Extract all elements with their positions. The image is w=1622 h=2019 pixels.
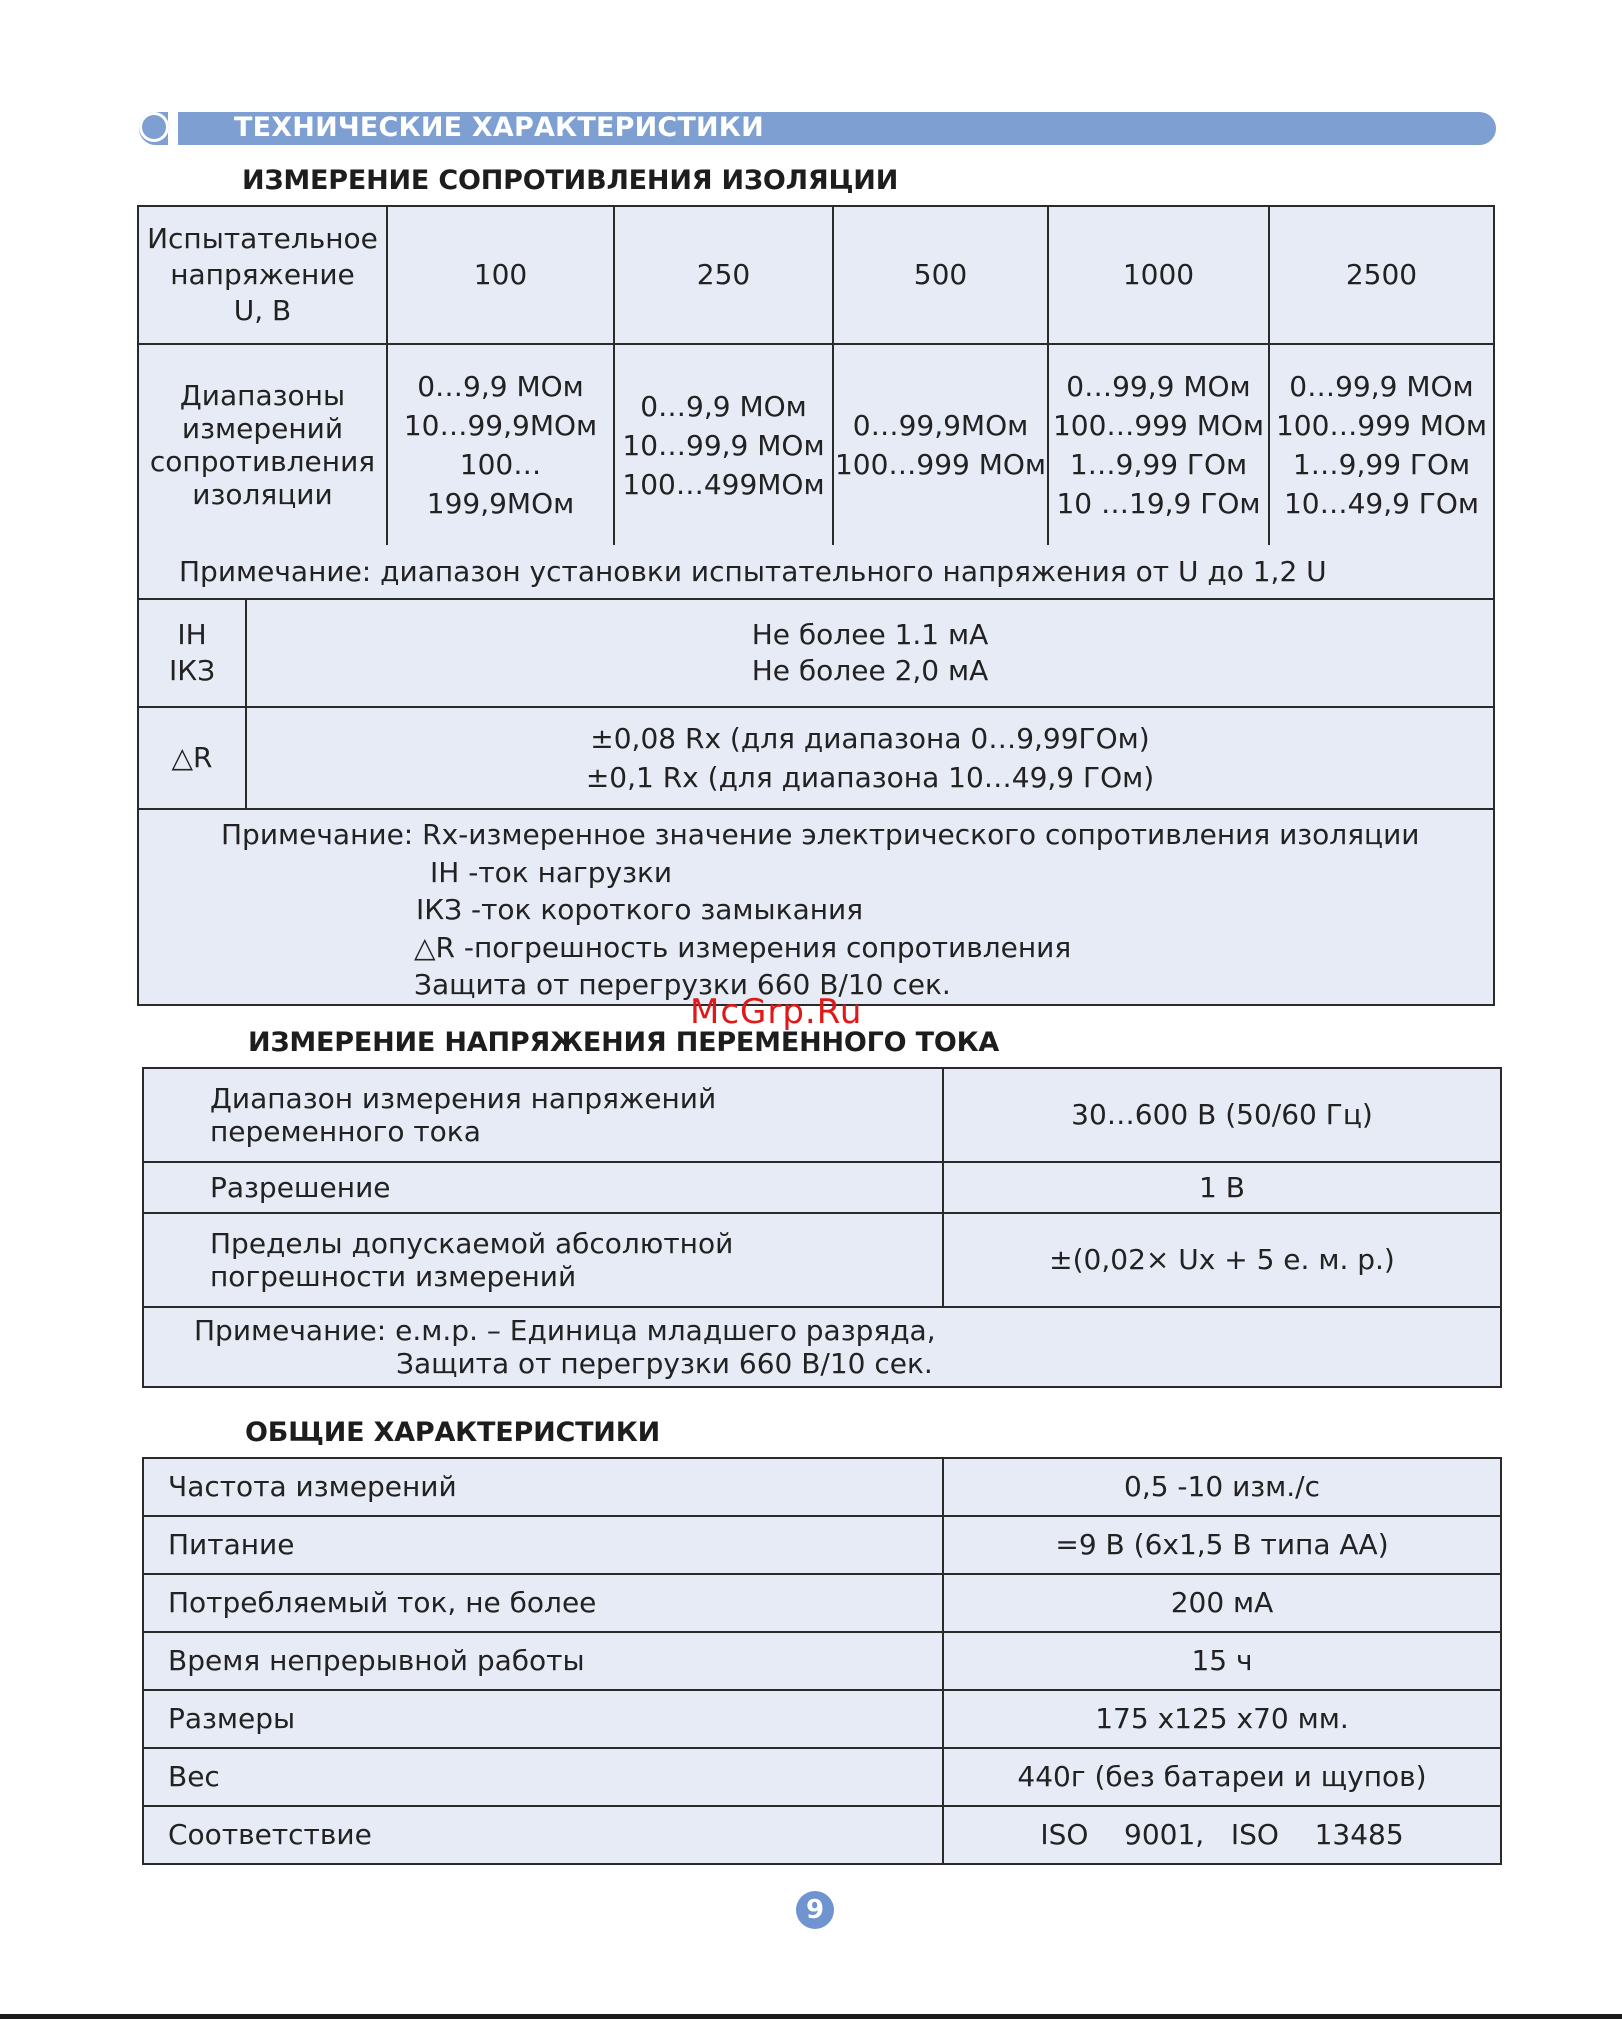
delta-values: ±0,08 Rx (для диапазона 0…9,99ГОм) ±0,1 Rx (для диапазона 10…49,9 ГОм) [246,707,1494,809]
ac-voltage-title: ИЗМЕРЕНИЕ НАПРЯЖЕНИЯ ПЕРЕМЕННОГО ТОКА [248,1027,1000,1058]
voltage-100: 100 [387,206,614,344]
table-row [143,1162,1501,1213]
table-row [143,1806,1501,1864]
header-gap [168,112,178,145]
page-number: 9 [796,1891,834,1929]
general-row-label: Потребляемый ток, не более [143,1574,943,1632]
range-500: 0…99,9МОм 100…999 МОм [833,344,1048,546]
bottom-edge-line [0,2014,1622,2019]
general-row-label: Время непрерывной работы [143,1632,943,1690]
table-row [143,1574,1501,1632]
current-row [138,599,1494,707]
general-row-value: ISO 9001, ISO 13485 [943,1806,1501,1864]
voltage-500: 500 [833,206,1048,344]
general-row-value: 0,5 -10 изм./с [943,1458,1501,1516]
ac-row-label: Диапазон измерения напряжений переменного тока [143,1068,943,1162]
insulation-table [137,205,1495,547]
table-row [143,1690,1501,1748]
ac-row-value: 1 В [943,1162,1501,1213]
header-bullet-icon [139,112,169,142]
watermark: McGrp.Ru [690,992,863,1032]
general-row-label: Питание [143,1516,943,1574]
table-row [143,1632,1501,1690]
range-1000: 0…99,9 МОм 100…999 МОм 1…9,99 ГОм 10 …19,9 ГОм [1048,344,1269,546]
note1: Примечание: диапазон установки испытательного напряжения от U до 1,2 U [138,545,1494,599]
general-table [142,1457,1502,1865]
ac-row-label: Разрешение [143,1162,943,1213]
table-row [143,1458,1501,1516]
voltage-row [138,206,1494,344]
ac-note: Примечание: е.м.р. – Единица младшего разряда, Защита от перегрузки 660 В/10 сек. [143,1307,1501,1387]
range-100: 0…9,9 МОм 10…99,9МОм 100…199,9МОм [387,344,614,546]
voltage-1000: 1000 [1048,206,1269,344]
general-row-label: Вес [143,1748,943,1806]
general-title: ОБЩИЕ ХАРАКТЕРИСТИКИ [245,1417,660,1448]
general-row-value: 440г (без батареи и щупов) [943,1748,1501,1806]
range-250: 0…9,9 МОм 10…99,9 МОм 100…499МОм [614,344,833,546]
table-row [143,1516,1501,1574]
ac-voltage-table [142,1067,1502,1388]
range-label: Диапазоны измерений сопротивления изоляции [138,344,387,546]
general-row-value: 15 ч [943,1632,1501,1690]
insulation-title: ИЗМЕРЕНИЕ СОПРОТИВЛЕНИЯ ИЗОЛЯЦИИ [242,165,899,196]
current-labels: IН IКЗ [138,599,246,707]
ac-row-label: Пределы допускаемой абсолютной погрешности измерений [143,1213,943,1307]
delta-row [138,707,1494,809]
range-2500: 0…99,9 МОм 100…999 МОм 1…9,99 ГОм 10…49,9 ГОм [1269,344,1494,546]
general-row-label: Размеры [143,1690,943,1748]
section-header-title: ТЕХНИЧЕСКИЕ ХАРАКТЕРИСТИКИ [234,112,764,143]
voltage-2500: 2500 [1269,206,1494,344]
delta-label: △R [138,707,246,809]
general-row-value: 200 мА [943,1574,1501,1632]
table-row [143,1748,1501,1806]
table-row [143,1068,1501,1162]
note2-row [138,809,1494,1005]
insulation-table-lower [137,545,1495,1006]
ranges-row [138,344,1494,546]
current-values: Не более 1.1 мА Не более 2,0 мА [246,599,1494,707]
table-row [143,1213,1501,1307]
ac-row-value: ±(0,02× Ux + 5 е. м. р.) [943,1213,1501,1307]
general-row-value: =9 В (6x1,5 В типа АА) [943,1516,1501,1574]
ac-note-row [143,1307,1501,1387]
note1-row [138,545,1494,599]
general-row-value: 175 x125 x70 мм. [943,1690,1501,1748]
general-row-label: Частота измерений [143,1458,943,1516]
general-row-label: Соответствие [143,1806,943,1864]
voltage-label: Испытательное напряжение U, В [138,206,387,344]
voltage-250: 250 [614,206,833,344]
ac-row-value: 30…600 В (50/60 Гц) [943,1068,1501,1162]
note2: Примечание: Rx-измеренное значение электрического сопротивления изоляции IН -ток нагрузки IКЗ -ток короткого замыкания △R -погрешность измерения сопротивления Защита от перегрузки 660 В/10 сек. [138,809,1494,1005]
